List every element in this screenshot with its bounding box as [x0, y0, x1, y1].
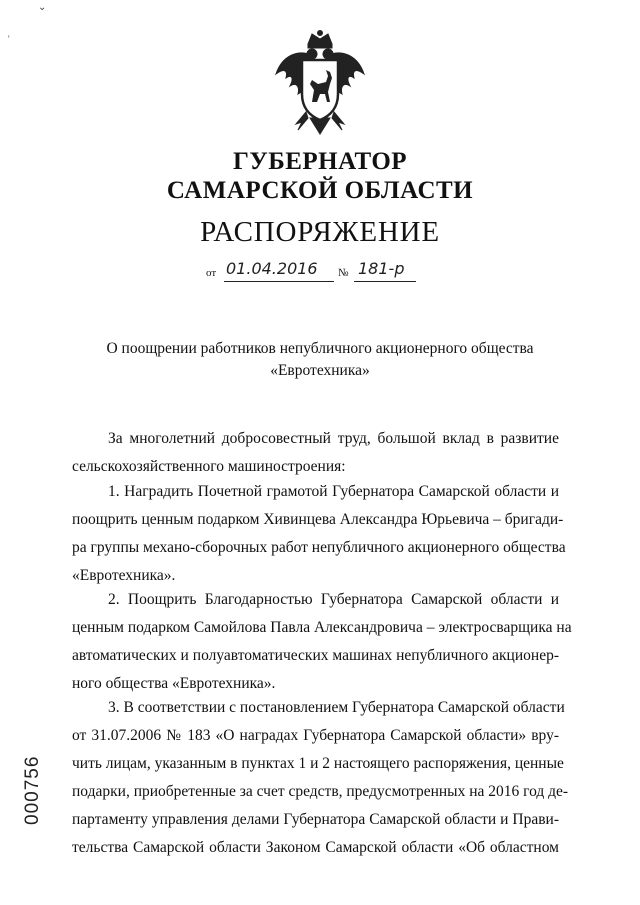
coat-of-arms-emblem — [268, 30, 372, 138]
page-title-line-1: ГУБЕРНАТОР — [232, 148, 408, 175]
paragraph-line: 2. Поощрить Благодарностью Губернатора Самарской области и — [108, 591, 559, 608]
subject-line: «Евротехника» — [270, 362, 370, 379]
paragraph-line: автоматических и полуавтоматических машинах непубличного акционер- — [72, 647, 559, 664]
paragraph-line: ра группы механо-сборочных работ непубличного акционерного общества — [72, 539, 566, 556]
item-2-paragraph — [72, 586, 572, 698]
paragraph-line: сельскохозяйственного машиностроения: — [72, 458, 346, 475]
paragraph-line: тельства Самарской области Законом Самарской области «Об областном — [72, 839, 559, 856]
paragraph-line: ценным подарком Самойлова Павла Александровича – электросварщика на — [72, 619, 572, 636]
document-subject — [60, 338, 580, 382]
paragraph-line: от 31.07.2006 № 183 «О наградах Губернатора Самарской области» вру- — [72, 727, 559, 744]
document-date: 01.04.2016 — [226, 259, 318, 278]
date-underline — [224, 281, 334, 282]
scan-mark: ⌄ — [38, 2, 47, 13]
paragraph-line: ного общества «Евротехника». — [72, 675, 276, 692]
document-number: 181-р — [358, 259, 405, 278]
intro-paragraph — [72, 425, 559, 481]
number-underline — [354, 281, 416, 282]
item-1-paragraph — [72, 478, 566, 590]
paragraph-line: 1. Наградить Почетной грамотой Губернатора Самарской области и — [108, 483, 559, 500]
number-label: № — [338, 267, 349, 279]
paragraph-line: поощрить ценным подарком Хивинцева Александра Юрьевича – бригади- — [72, 511, 564, 528]
paragraph-line: За многолетний добросовестный труд, большой вклад в развитие — [108, 430, 559, 447]
scan-tick: ' — [8, 34, 10, 44]
page-title-line-2: САМАРСКОЙ ОБЛАСТИ — [166, 177, 474, 204]
paragraph-line: 3. В соответствии с постановлением Губернатора Самарской области — [108, 699, 565, 716]
paragraph-line: подарки, приобретенные за счет средств, предусмотренных на 2016 год де- — [72, 783, 569, 800]
margin-stamp-number: 000756 — [22, 755, 43, 825]
paragraph-line: «Евротехника». — [72, 567, 176, 584]
date-number-line — [206, 259, 446, 281]
subject-line: О поощрении работников непубличного акционерного общества — [106, 340, 534, 357]
paragraph-line: партаменту управления делами Губернатора Самарской области и Прави- — [72, 811, 559, 828]
date-label: от — [206, 267, 217, 279]
paragraph-line: чить лицам, указанным в пунктах 1 и 2 настоящего распоряжения, ценные — [72, 755, 564, 772]
item-3-paragraph — [72, 694, 569, 862]
document-type: РАСПОРЯЖЕНИЕ — [200, 216, 440, 248]
